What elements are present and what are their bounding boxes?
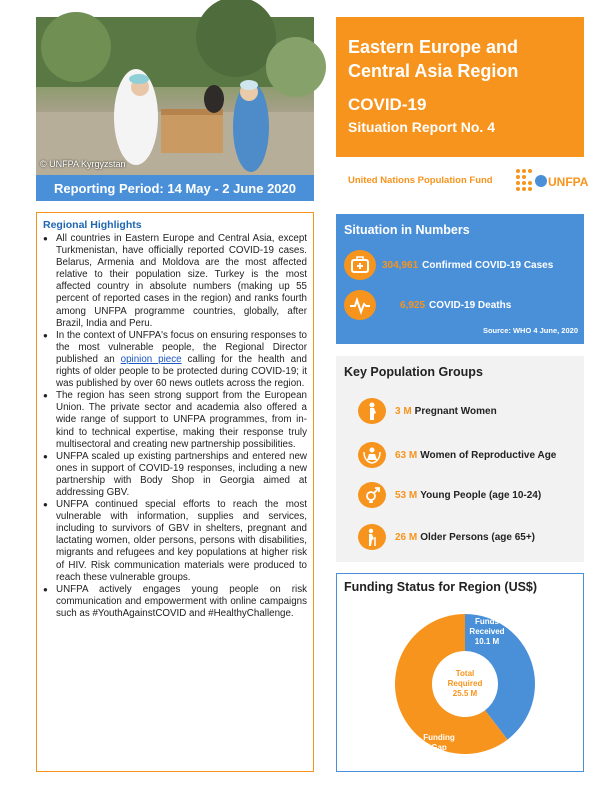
pregnant-icon (358, 398, 386, 424)
heartbeat-icon (344, 290, 376, 320)
donut-center-label: Total Required 25.5 M (447, 669, 483, 698)
sitrep-title: Situation Report No. 4 (348, 119, 495, 135)
region-title-line2: Central Asia Region (348, 61, 519, 81)
highlight-item (41, 330, 307, 390)
unfpa-logo (514, 167, 589, 195)
reporting-period: Reporting Period: 14 May - 2 June 2020 (36, 175, 314, 201)
first-aid-icon (344, 250, 376, 280)
keypop-row-older (358, 524, 535, 550)
highlight-item: ● UNFPA scaled up existing partnerships and entered new ones in support of COVID-19 responses, including a new partnership with Body Shop in Georgia aimed at addressing GBV. (41, 451, 307, 499)
keypop-label: Young People (age 10-24) (420, 489, 542, 501)
keypop-label: Women of Reproductive Age (420, 449, 557, 461)
situation-heading: Situation in Numbers (344, 223, 470, 237)
cases-label: Confirmed COVID-19 Cases (422, 259, 554, 271)
fund-name: United Nations Population Fund (348, 175, 493, 186)
funding-donut-chart (395, 604, 535, 764)
deaths-value: 6,925 (400, 299, 426, 311)
covid-title: COVID-19 (348, 95, 427, 114)
opinion-piece-link[interactable]: opinion piece (120, 353, 182, 365)
funding-title: Funding Status for Region (US$) (344, 580, 538, 594)
donut-slice-label-1: Funding Gap 15.4 M (423, 733, 455, 762)
unfpa-row (336, 163, 589, 201)
region-title-line1: Eastern Europe and (348, 37, 519, 57)
title-block (336, 17, 584, 157)
cover-photo-illustration (36, 17, 314, 175)
donut-slice-label-0: Funds Received 10.1 M (469, 617, 505, 646)
photo-credit: © UNFPA Kyrgyzstan (40, 159, 126, 169)
cover-photo (36, 17, 314, 175)
keypop-value: 3 M (395, 405, 412, 417)
woman-icon (358, 442, 386, 468)
highlights-heading: Regional Highlights (43, 219, 142, 231)
keypop-value: 26 M (395, 531, 418, 543)
highlight-item: ● All countries in Eastern Europe and Central Asia, except Turkmenistan, have officially reported COVID-19 cases. Belarus, Armenia and Moldova are the most affected relative to their population size. Turkey is the most affected country in absolute numbers (making up 55 percent of reported cases in the region) and ranks fourth among UNFPA programme countries, globally, after Brazil, India and Peru. (41, 233, 307, 330)
key-population-groups (336, 356, 584, 562)
gender-icon (358, 482, 386, 508)
deaths-row (344, 290, 511, 320)
deaths-label: COVID-19 Deaths (429, 299, 512, 311)
situation-source: Source: WHO 4 June, 2020 (482, 326, 578, 335)
regional-highlights (36, 212, 314, 772)
keypop-heading: Key Population Groups (344, 365, 483, 379)
keypop-row-young (358, 482, 541, 508)
cases-row (344, 250, 553, 280)
keypop-row-pregnant (358, 398, 497, 424)
elderly-icon (358, 524, 386, 550)
keypop-label: Pregnant Women (414, 405, 497, 417)
highlight-item: ● The region has seen strong support from the European Union. The private sector and academia also offered a wide range of support to UNFPA programmes, from in-kind to technical expertise, making their response truly multisectoral and creating new partnership possibilities. (41, 390, 307, 450)
keypop-value: 53 M (395, 489, 418, 501)
highlight-item: ● UNFPA continued special efforts to reach the most vulnerable with information, supplies and services, including to survivors of GBV in shelters, pregnant and lactating women, older persons, persons with disabilities, migrants and refugees and key populations at higher risk of HIV. Risk communication materials were produced to reach these vulnerable groups. (41, 499, 307, 584)
highlight-text: In the context of UNFPA's focus on ensuring responses to the most vulnerable people, the Regional Director published an (56, 329, 307, 365)
unfpa-logo-text: UNFPA (548, 175, 589, 189)
funding-status (336, 573, 584, 772)
keypop-value: 63 M (395, 449, 418, 461)
highlight-text: calling for the health and rights of older people to be protected during COVID-19; it was published by over 60 news outlets across the region. (56, 353, 307, 390)
highlights-list (41, 233, 307, 620)
keypop-label: Older Persons (age 65+) (420, 531, 536, 543)
keypop-row-women (358, 442, 556, 468)
highlight-item: ● UNFPA actively engages young people on risk communication and empowerment with online campaigns such as #YouthAgainstCOVID and #HealthyChallenge. (41, 584, 307, 620)
situation-in-numbers (336, 214, 584, 344)
cases-value: 304,961 (382, 259, 419, 271)
